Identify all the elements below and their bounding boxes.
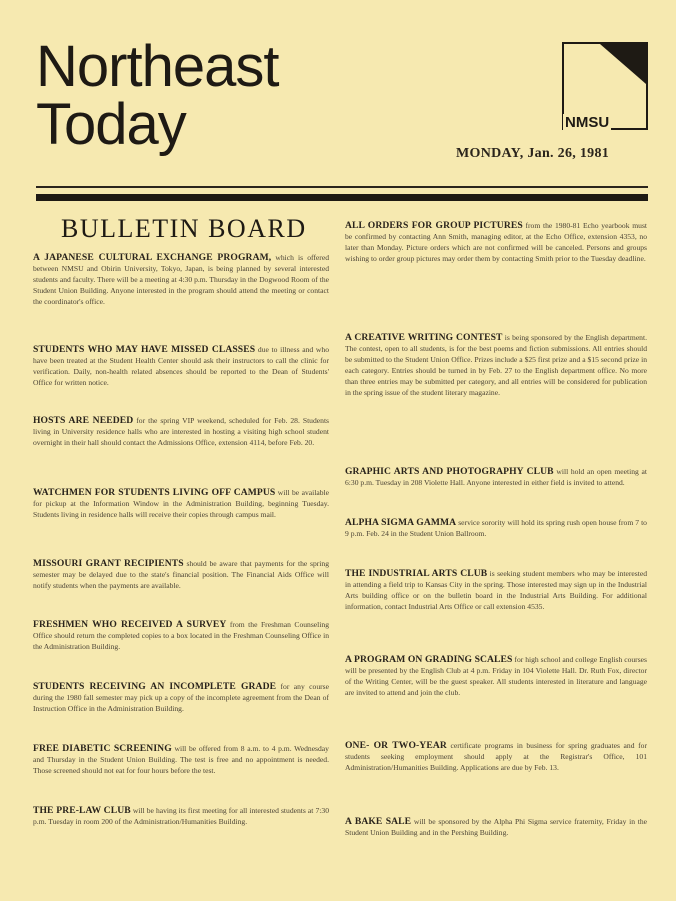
bulletin-item [345, 740, 647, 790]
bulletin-item-heading: ONE- OR TWO-YEAR [345, 740, 447, 751]
bulletin-item-body: for high school and college English courses will be presented by the English Club at 4 p.m. Friday in 104 Violette Hall. Dr. Ruth Fox, director of the Writing Center, will be the guest speaker. All students interested in literature and language are invited to attend and join the club. [345, 655, 647, 697]
bulletin-item-body: service sorority will hold its spring rush open house from 7 to 9 p.m. Feb. 24 in the Student Union Ballroom. [345, 518, 647, 538]
bulletin-item [33, 558, 329, 608]
bulletin-board-heading: BULLETIN BOARD [61, 214, 307, 243]
bulletin-item-heading: WATCHMEN FOR STUDENTS LIVING OFF CAMPUS [33, 487, 276, 498]
bulletin-item-body: should be aware that payments for the spring semester may be delayed due to the state's financial position. The Financial Aids Office will notify students when the payments are available. [33, 559, 329, 590]
bulletin-item-heading: FREE DIABETIC SCREENING [33, 743, 172, 754]
bulletin-item [33, 252, 329, 334]
masthead-title-line2: Today [36, 92, 186, 157]
masthead-title-line1: Northeast [36, 34, 279, 99]
bulletin-item-body: is seeking student members who may be interested in attending a field trip to Kansas City in the spring. Those interested may sign up in the Industrial Arts building office or on the bulletin board in the Industrial Arts Building. For additional information, contact Industrial Arts Office or call extension 4535. [345, 569, 647, 611]
issue-date: MONDAY, Jan. 26, 1981 [456, 146, 610, 161]
masthead-rule-thick [36, 194, 648, 201]
bulletin-item-heading: A CREATIVE WRITING CONTEST [345, 332, 503, 343]
bulletin-item-heading: THE PRE-LAW CLUB [33, 805, 131, 816]
bulletin-item-heading: A PROGRAM ON GRADING SCALES [345, 654, 513, 665]
bulletin-item [33, 344, 329, 404]
bulletin-item-heading: A BAKE SALE [345, 816, 412, 827]
left-column [33, 214, 329, 843]
right-column [345, 220, 647, 854]
bulletin-item [33, 805, 329, 843]
bulletin-item-body: will hold an open meeting at 6:30 p.m. Tuesday in 208 Violette Hall. Anyone interested in either field is invited to attend. [345, 467, 647, 487]
bulletin-item-body: will be sponsored by the Alpha Phi Sigma service fraternity, Friday in the Student Union Building and in the Pershing Building. [345, 817, 647, 837]
bulletin-item [345, 220, 647, 306]
bulletin-item [345, 568, 647, 640]
bulletin-item-heading: HOSTS ARE NEEDED [33, 415, 134, 426]
bulletin-item-body: for the spring VIP weekend, scheduled for Feb. 28. Students living in University residence halls who are interested in hosting a visiting high school student overnight in their hall should contact the Admissions Office, extension 4114, before Feb. 20. [33, 416, 329, 447]
bulletin-item [33, 487, 329, 547]
bulletin-item-body: from the 1980-81 Echo yearbook must be confirmed by contacting Ann Smith, managing editor, at the Echo Office, extension 4353, no later than Monday. Picture orders which are not confirmed will be canceled. Persons and groups wishing to order group pictures may order them by contacting Smith prior to the Tuesday deadline. [345, 221, 647, 263]
bulletin-item-body: certificate programs in business for spring graduates and for students seeking employment should apply at the Registrar's Office, 101 Administration/Humanities Building. Applications are due by Feb. 13. [345, 741, 647, 772]
university-logo [562, 42, 648, 134]
logo-text: NMSU [565, 114, 610, 131]
bulletin-item [345, 517, 647, 555]
bulletin-item [33, 743, 329, 793]
bulletin-item-body: from the Freshman Counseling Office should return the completed copies to a box located in the Freshman Counseling Office in the Administration Building. [33, 620, 329, 651]
bulletin-item-heading: THE INDUSTRIAL ARTS CLUB [345, 568, 488, 579]
bulletin-item-body: due to illness and who have been treated at the Student Health Center should ask their instructors to call the clinic for verification. Daily, non-health related absences should be reported to the Dean of Students' Office for written notice. [33, 345, 329, 387]
masthead-rule-thin [36, 186, 648, 188]
bulletin-item-body: will be having its first meeting for all interested students at 7:30 p.m. Tuesday in room 200 of the Administration/Humanities Building. [33, 806, 329, 826]
bulletin-item-heading: MISSOURI GRANT RECIPIENTS [33, 558, 184, 569]
bulletin-item [345, 816, 647, 854]
bulletin-item-heading: STUDENTS WHO MAY HAVE MISSED CLASSES [33, 344, 256, 355]
masthead-title [36, 34, 279, 157]
bulletin-item-heading: A JAPANESE CULTURAL EXCHANGE PROGRAM, [33, 252, 272, 263]
bulletin-item-heading: STUDENTS RECEIVING AN INCOMPLETE GRADE [33, 681, 277, 692]
bulletin-item [345, 654, 647, 726]
bulletin-item [33, 415, 329, 477]
bulletin-item-body: will be offered from 8 a.m. to 4 p.m. Wednesday and Thursday in the Student Union Building. The test is free and no appointment is needed. Those screened should not eat for four hours before the test. [33, 744, 329, 775]
bulletin-item [33, 619, 329, 669]
bulletin-item-body: is being sponsored by the English department. The contest, open to all students, is for the best poems and fiction submissions. All entries should be submitted to the Student Union Office. Prizes include a $25 first prize and a $15 second prize in each category. Entries should be turned in by Feb. 27 to the English department office. No more than three entries may be submitted per category, and all entries will be considered for publication in the spring issue of the student literary magazine. [345, 333, 647, 397]
bulletin-item-heading: GRAPHIC ARTS AND PHOTOGRAPHY CLUB [345, 466, 554, 477]
bulletin-item-body: will be available for pickup at the Information Window in the Administration Building, beginning Tuesday. Students living in residence halls will receive their copies through campus mail. [33, 488, 329, 519]
bulletin-item-body: for any course during the 1980 fall semester may pick up a copy of the incomplete agreement from the Dean of Instruction Office in the Administration Building. [33, 682, 329, 713]
bulletin-item [345, 466, 647, 504]
bulletin-item-heading: ALPHA SIGMA GAMMA [345, 517, 457, 528]
bulletin-item-body: which is offered between NMSU and Obirin University, Tokyo, Japan, is being planned by several interested students and faculty. There will be a meeting at 4:30 p.m. Thursday in the Dogwood Room of the Student Union Building. Anyone interested in the program should attend the meeting or contact the coordinator's office. [33, 253, 329, 306]
bulletin-item [345, 332, 647, 454]
bulletin-item-heading: FRESHMEN WHO RECEIVED A SURVEY [33, 619, 227, 630]
bulletin-item [33, 681, 329, 731]
bulletin-item-heading: ALL ORDERS FOR GROUP PICTURES [345, 220, 523, 231]
